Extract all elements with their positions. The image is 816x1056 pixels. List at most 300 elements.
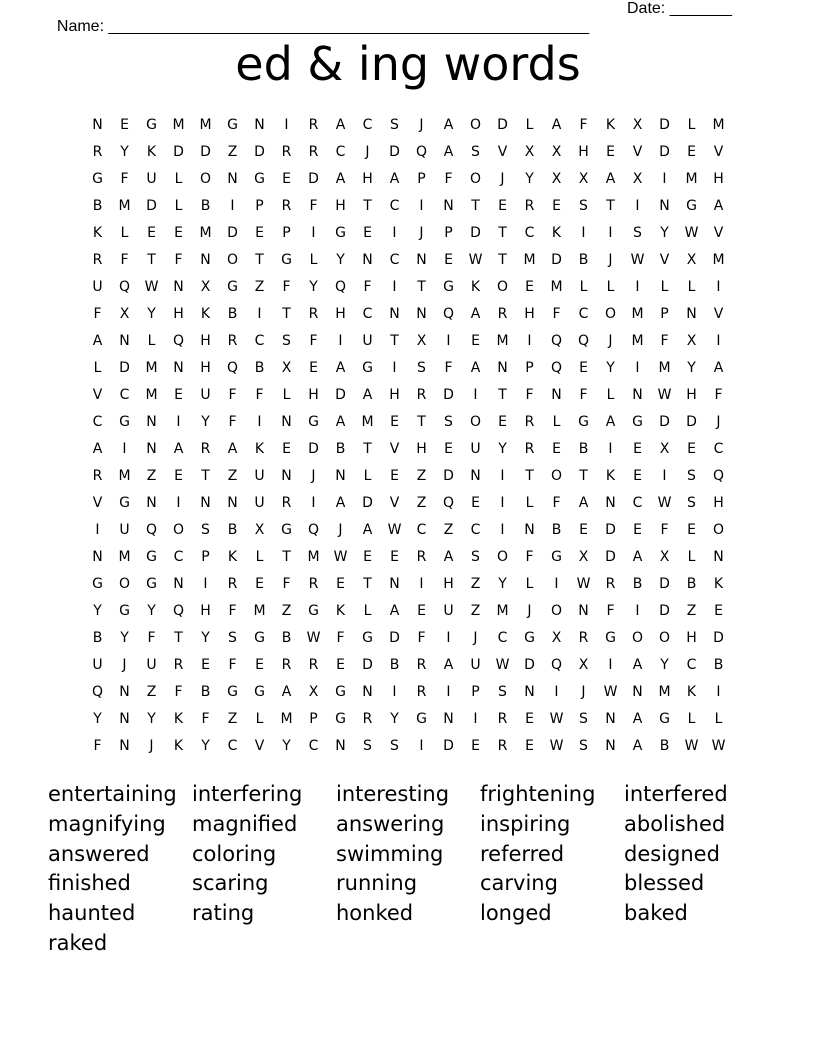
grid-letter[interactable]: N bbox=[362, 252, 373, 268]
grid-letter[interactable]: N bbox=[659, 198, 670, 214]
grid-letter[interactable]: H bbox=[335, 306, 346, 322]
grid-letter[interactable]: I bbox=[473, 387, 478, 403]
grid-letter[interactable]: J bbox=[311, 468, 316, 484]
grid-letter[interactable]: C bbox=[389, 198, 400, 214]
grid-letter[interactable]: S bbox=[282, 333, 291, 349]
grid-letter[interactable]: N bbox=[92, 117, 103, 133]
grid-letter[interactable]: I bbox=[608, 225, 613, 241]
grid-letter[interactable]: G bbox=[416, 711, 427, 727]
grid-letter[interactable]: U bbox=[146, 657, 157, 673]
grid-letter[interactable]: O bbox=[469, 171, 482, 187]
grid-letter[interactable]: L bbox=[687, 117, 696, 133]
grid-letter[interactable]: M bbox=[496, 333, 509, 349]
grid-letter[interactable]: A bbox=[632, 711, 643, 727]
grid-letter[interactable]: D bbox=[659, 144, 670, 160]
grid-letter[interactable]: D bbox=[713, 630, 724, 646]
grid-letter[interactable]: E bbox=[255, 576, 264, 592]
grid-letter[interactable]: V bbox=[659, 252, 670, 268]
grid-letter[interactable]: N bbox=[551, 387, 562, 403]
grid-letter[interactable]: N bbox=[200, 252, 211, 268]
grid-letter[interactable]: H bbox=[524, 306, 535, 322]
grid-letter[interactable]: A bbox=[470, 306, 481, 322]
grid-letter[interactable]: S bbox=[579, 711, 588, 727]
grid-letter[interactable]: Z bbox=[254, 279, 265, 295]
grid-letter[interactable]: W bbox=[711, 738, 726, 754]
grid-letter[interactable]: Z bbox=[443, 522, 454, 538]
grid-letter[interactable]: R bbox=[281, 198, 292, 214]
grid-letter[interactable]: E bbox=[417, 603, 426, 619]
grid-letter[interactable]: E bbox=[687, 441, 696, 457]
grid-letter[interactable]: L bbox=[687, 549, 696, 565]
grid-letter[interactable]: I bbox=[176, 414, 181, 430]
grid-letter[interactable]: S bbox=[201, 522, 210, 538]
grid-letter[interactable]: F bbox=[336, 630, 345, 646]
grid-letter[interactable]: I bbox=[635, 603, 640, 619]
grid-letter[interactable]: D bbox=[443, 468, 454, 484]
grid-letter[interactable]: X bbox=[254, 522, 265, 538]
grid-letter[interactable]: W bbox=[495, 657, 510, 673]
grid-letter[interactable]: J bbox=[473, 630, 478, 646]
grid-letter[interactable]: G bbox=[659, 711, 670, 727]
grid-letter[interactable]: I bbox=[392, 360, 397, 376]
grid-letter[interactable]: G bbox=[281, 522, 292, 538]
grid-letter[interactable]: R bbox=[308, 657, 319, 673]
grid-letter[interactable]: L bbox=[525, 117, 534, 133]
grid-letter[interactable]: M bbox=[118, 198, 131, 214]
grid-letter[interactable]: Y bbox=[336, 252, 345, 268]
grid-letter[interactable]: I bbox=[419, 738, 424, 754]
grid-letter[interactable]: R bbox=[173, 657, 184, 673]
grid-letter[interactable]: W bbox=[684, 738, 699, 754]
grid-letter[interactable]: T bbox=[525, 468, 534, 484]
grid-letter[interactable]: N bbox=[92, 549, 103, 565]
grid-letter[interactable]: B bbox=[254, 360, 265, 376]
grid-letter[interactable]: C bbox=[686, 657, 697, 673]
grid-letter[interactable]: J bbox=[149, 738, 154, 754]
grid-letter[interactable]: Q bbox=[172, 603, 185, 619]
grid-letter[interactable]: T bbox=[498, 252, 507, 268]
grid-letter[interactable]: G bbox=[227, 117, 238, 133]
grid-letter[interactable]: K bbox=[173, 738, 184, 754]
grid-letter[interactable]: K bbox=[605, 468, 616, 484]
grid-letter[interactable]: P bbox=[660, 306, 669, 322]
grid-letter[interactable]: N bbox=[389, 576, 400, 592]
grid-letter[interactable]: V bbox=[497, 144, 508, 160]
grid-letter[interactable]: Y bbox=[606, 360, 615, 376]
grid-letter[interactable]: E bbox=[525, 711, 534, 727]
grid-letter[interactable]: R bbox=[497, 738, 508, 754]
grid-letter[interactable]: B bbox=[92, 198, 103, 214]
grid-letter[interactable]: X bbox=[578, 657, 589, 673]
grid-letter[interactable]: O bbox=[604, 306, 617, 322]
grid-letter[interactable]: D bbox=[470, 225, 481, 241]
grid-letter[interactable]: D bbox=[308, 441, 319, 457]
grid-letter[interactable]: N bbox=[686, 306, 697, 322]
grid-letter[interactable]: U bbox=[254, 468, 265, 484]
grid-letter[interactable]: V bbox=[92, 495, 103, 511]
grid-letter[interactable]: S bbox=[444, 414, 453, 430]
grid-letter[interactable]: H bbox=[713, 495, 724, 511]
grid-letter[interactable]: W bbox=[630, 252, 645, 268]
grid-letter[interactable]: M bbox=[658, 360, 671, 376]
grid-letter[interactable]: Z bbox=[281, 603, 292, 619]
grid-letter[interactable]: I bbox=[95, 522, 100, 538]
grid-letter[interactable]: T bbox=[255, 252, 264, 268]
grid-letter[interactable]: O bbox=[712, 522, 725, 538]
grid-letter[interactable]: I bbox=[635, 279, 640, 295]
grid-letter[interactable]: U bbox=[362, 333, 373, 349]
grid-letter[interactable]: E bbox=[552, 198, 561, 214]
grid-letter[interactable]: S bbox=[633, 225, 642, 241]
grid-letter[interactable]: I bbox=[527, 333, 532, 349]
grid-letter[interactable]: A bbox=[389, 171, 400, 187]
grid-letter[interactable]: A bbox=[335, 360, 346, 376]
grid-letter[interactable]: F bbox=[120, 171, 129, 187]
grid-letter[interactable]: D bbox=[551, 252, 562, 268]
grid-letter[interactable]: M bbox=[172, 117, 185, 133]
grid-letter[interactable]: R bbox=[308, 117, 319, 133]
grid-letter[interactable]: H bbox=[686, 387, 697, 403]
grid-letter[interactable]: I bbox=[554, 576, 559, 592]
grid-letter[interactable]: T bbox=[417, 279, 426, 295]
grid-letter[interactable]: Q bbox=[550, 360, 563, 376]
grid-letter[interactable]: T bbox=[174, 630, 183, 646]
grid-letter[interactable]: N bbox=[119, 684, 130, 700]
grid-letter[interactable]: C bbox=[470, 522, 481, 538]
grid-letter[interactable]: Y bbox=[120, 630, 129, 646]
grid-letter[interactable]: J bbox=[527, 603, 532, 619]
grid-letter[interactable]: G bbox=[335, 225, 346, 241]
grid-letter[interactable]: I bbox=[122, 441, 127, 457]
grid-letter[interactable]: I bbox=[554, 684, 559, 700]
grid-letter[interactable]: R bbox=[416, 684, 427, 700]
grid-letter[interactable]: M bbox=[118, 549, 131, 565]
grid-letter[interactable]: I bbox=[257, 306, 262, 322]
grid-letter[interactable]: C bbox=[92, 414, 103, 430]
grid-letter[interactable]: X bbox=[659, 441, 670, 457]
grid-letter[interactable]: L bbox=[606, 387, 615, 403]
grid-letter[interactable]: Z bbox=[227, 468, 238, 484]
grid-letter[interactable]: R bbox=[227, 333, 238, 349]
grid-letter[interactable]: D bbox=[362, 495, 373, 511]
grid-letter[interactable]: R bbox=[362, 711, 373, 727]
grid-letter[interactable]: N bbox=[443, 711, 454, 727]
grid-letter[interactable]: M bbox=[145, 360, 158, 376]
grid-letter[interactable]: F bbox=[363, 279, 372, 295]
grid-letter[interactable]: L bbox=[93, 360, 102, 376]
grid-letter[interactable]: W bbox=[657, 495, 672, 511]
grid-letter[interactable]: G bbox=[254, 630, 265, 646]
grid-letter[interactable]: C bbox=[308, 738, 319, 754]
grid-letter[interactable]: V bbox=[632, 144, 643, 160]
grid-letter[interactable]: I bbox=[392, 684, 397, 700]
grid-letter[interactable]: X bbox=[578, 171, 589, 187]
grid-letter[interactable]: I bbox=[635, 198, 640, 214]
grid-letter[interactable]: Q bbox=[712, 468, 725, 484]
grid-letter[interactable]: D bbox=[659, 576, 670, 592]
grid-letter[interactable]: E bbox=[363, 225, 372, 241]
grid-letter[interactable]: X bbox=[686, 252, 697, 268]
grid-letter[interactable]: T bbox=[147, 252, 156, 268]
grid-letter[interactable]: E bbox=[120, 117, 129, 133]
grid-letter[interactable]: A bbox=[578, 495, 589, 511]
grid-letter[interactable]: O bbox=[496, 549, 509, 565]
grid-letter[interactable]: Z bbox=[686, 603, 697, 619]
grid-letter[interactable]: B bbox=[686, 576, 697, 592]
grid-letter[interactable]: Q bbox=[226, 360, 239, 376]
grid-letter[interactable]: D bbox=[659, 117, 670, 133]
grid-letter[interactable]: R bbox=[308, 576, 319, 592]
grid-letter[interactable]: M bbox=[307, 549, 320, 565]
grid-letter[interactable]: M bbox=[118, 468, 131, 484]
grid-letter[interactable]: B bbox=[551, 522, 562, 538]
grid-letter[interactable]: I bbox=[446, 630, 451, 646]
grid-letter[interactable]: F bbox=[606, 603, 615, 619]
grid-letter[interactable]: Y bbox=[93, 603, 102, 619]
grid-letter[interactable]: I bbox=[662, 468, 667, 484]
grid-letter[interactable]: U bbox=[92, 657, 103, 673]
grid-letter[interactable]: B bbox=[200, 198, 211, 214]
grid-letter[interactable]: R bbox=[281, 657, 292, 673]
grid-letter[interactable]: I bbox=[716, 279, 721, 295]
grid-letter[interactable]: E bbox=[579, 360, 588, 376]
grid-letter[interactable]: L bbox=[714, 711, 723, 727]
grid-letter[interactable]: N bbox=[605, 738, 616, 754]
grid-letter[interactable]: F bbox=[228, 414, 237, 430]
grid-letter[interactable]: C bbox=[254, 333, 265, 349]
grid-letter[interactable]: Q bbox=[334, 279, 347, 295]
grid-letter[interactable]: Z bbox=[416, 495, 427, 511]
grid-letter[interactable]: R bbox=[497, 711, 508, 727]
grid-letter[interactable]: H bbox=[713, 171, 724, 187]
grid-letter[interactable]: W bbox=[387, 522, 402, 538]
grid-letter[interactable]: N bbox=[281, 414, 292, 430]
grid-letter[interactable]: T bbox=[282, 549, 291, 565]
grid-letter[interactable]: T bbox=[363, 441, 372, 457]
grid-letter[interactable]: T bbox=[282, 306, 291, 322]
grid-letter[interactable]: Z bbox=[470, 576, 481, 592]
grid-letter[interactable]: E bbox=[471, 495, 480, 511]
grid-letter[interactable]: A bbox=[605, 171, 616, 187]
grid-letter[interactable]: B bbox=[578, 252, 589, 268]
grid-letter[interactable]: H bbox=[173, 306, 184, 322]
grid-letter[interactable]: R bbox=[227, 576, 238, 592]
grid-letter[interactable]: R bbox=[281, 495, 292, 511]
grid-letter[interactable]: E bbox=[255, 225, 264, 241]
grid-letter[interactable]: L bbox=[309, 252, 318, 268]
grid-letter[interactable]: T bbox=[498, 225, 507, 241]
grid-letter[interactable]: E bbox=[498, 198, 507, 214]
grid-letter[interactable]: X bbox=[524, 144, 535, 160]
grid-letter[interactable]: G bbox=[632, 414, 643, 430]
grid-letter[interactable]: O bbox=[226, 252, 239, 268]
grid-letter[interactable]: I bbox=[608, 657, 613, 673]
grid-letter[interactable]: X bbox=[659, 549, 670, 565]
grid-letter[interactable]: H bbox=[362, 171, 373, 187]
grid-letter[interactable]: I bbox=[311, 225, 316, 241]
grid-letter[interactable]: F bbox=[174, 684, 183, 700]
grid-letter[interactable]: V bbox=[92, 387, 103, 403]
grid-letter[interactable]: V bbox=[713, 144, 724, 160]
grid-letter[interactable]: B bbox=[659, 738, 670, 754]
grid-letter[interactable]: I bbox=[635, 360, 640, 376]
grid-letter[interactable]: C bbox=[632, 495, 643, 511]
grid-letter[interactable]: W bbox=[549, 711, 564, 727]
grid-letter[interactable]: K bbox=[335, 603, 346, 619]
grid-letter[interactable]: E bbox=[255, 657, 264, 673]
grid-letter[interactable]: B bbox=[92, 630, 103, 646]
grid-letter[interactable]: L bbox=[363, 603, 372, 619]
grid-letter[interactable]: H bbox=[335, 198, 346, 214]
grid-letter[interactable]: M bbox=[658, 684, 671, 700]
grid-letter[interactable]: Y bbox=[147, 603, 156, 619]
grid-letter[interactable]: J bbox=[338, 522, 343, 538]
grid-letter[interactable]: H bbox=[200, 360, 211, 376]
grid-letter[interactable]: D bbox=[659, 414, 670, 430]
grid-letter[interactable]: B bbox=[227, 522, 238, 538]
grid-letter[interactable]: C bbox=[713, 441, 724, 457]
grid-letter[interactable]: D bbox=[605, 522, 616, 538]
grid-letter[interactable]: L bbox=[552, 414, 561, 430]
grid-letter[interactable]: K bbox=[92, 225, 103, 241]
grid-letter[interactable]: T bbox=[417, 414, 426, 430]
grid-letter[interactable]: H bbox=[308, 387, 319, 403]
grid-letter[interactable]: E bbox=[390, 414, 399, 430]
grid-letter[interactable]: X bbox=[281, 360, 292, 376]
grid-letter[interactable]: N bbox=[416, 306, 427, 322]
grid-letter[interactable]: B bbox=[389, 657, 400, 673]
grid-letter[interactable]: K bbox=[227, 549, 238, 565]
grid-letter[interactable]: N bbox=[146, 441, 157, 457]
grid-letter[interactable]: Q bbox=[415, 144, 428, 160]
grid-letter[interactable]: Q bbox=[145, 522, 158, 538]
grid-letter[interactable]: N bbox=[173, 360, 184, 376]
grid-letter[interactable]: K bbox=[713, 576, 724, 592]
grid-letter[interactable]: E bbox=[201, 657, 210, 673]
grid-letter[interactable]: F bbox=[93, 738, 102, 754]
grid-letter[interactable]: I bbox=[500, 468, 505, 484]
grid-letter[interactable]: E bbox=[633, 441, 642, 457]
grid-letter[interactable]: I bbox=[581, 225, 586, 241]
grid-letter[interactable]: T bbox=[363, 198, 372, 214]
grid-letter[interactable]: S bbox=[687, 495, 696, 511]
grid-letter[interactable]: I bbox=[230, 198, 235, 214]
grid-letter[interactable]: A bbox=[389, 603, 400, 619]
grid-letter[interactable]: L bbox=[255, 549, 264, 565]
grid-letter[interactable]: W bbox=[306, 630, 321, 646]
grid-letter[interactable]: E bbox=[687, 522, 696, 538]
grid-letter[interactable]: F bbox=[660, 522, 669, 538]
grid-letter[interactable]: A bbox=[92, 441, 103, 457]
grid-letter[interactable]: E bbox=[390, 549, 399, 565]
grid-letter[interactable]: I bbox=[446, 684, 451, 700]
grid-letter[interactable]: N bbox=[578, 603, 589, 619]
grid-letter[interactable]: X bbox=[686, 333, 697, 349]
grid-letter[interactable]: E bbox=[714, 603, 723, 619]
grid-letter[interactable]: W bbox=[576, 576, 591, 592]
grid-letter[interactable]: G bbox=[362, 630, 373, 646]
grid-letter[interactable]: N bbox=[713, 549, 724, 565]
grid-letter[interactable]: I bbox=[284, 117, 289, 133]
grid-letter[interactable]: N bbox=[632, 684, 643, 700]
grid-letter[interactable]: M bbox=[361, 414, 374, 430]
grid-letter[interactable]: G bbox=[92, 171, 103, 187]
grid-letter[interactable]: A bbox=[443, 144, 454, 160]
grid-letter[interactable]: U bbox=[200, 387, 211, 403]
grid-letter[interactable]: J bbox=[500, 171, 505, 187]
grid-letter[interactable]: G bbox=[362, 360, 373, 376]
grid-letter[interactable]: A bbox=[551, 117, 562, 133]
grid-letter[interactable]: A bbox=[92, 333, 103, 349]
grid-letter[interactable]: N bbox=[470, 468, 481, 484]
grid-letter[interactable]: A bbox=[335, 171, 346, 187]
grid-letter[interactable]: S bbox=[390, 117, 399, 133]
grid-letter[interactable]: I bbox=[338, 333, 343, 349]
grid-letter[interactable]: S bbox=[471, 144, 480, 160]
grid-letter[interactable]: F bbox=[93, 306, 102, 322]
grid-letter[interactable]: Z bbox=[146, 468, 157, 484]
grid-letter[interactable]: S bbox=[390, 738, 399, 754]
grid-letter[interactable]: M bbox=[712, 252, 725, 268]
grid-letter[interactable]: N bbox=[119, 738, 130, 754]
grid-letter[interactable]: N bbox=[146, 495, 157, 511]
grid-letter[interactable]: K bbox=[686, 684, 697, 700]
grid-letter[interactable]: A bbox=[632, 738, 643, 754]
grid-letter[interactable]: A bbox=[227, 441, 238, 457]
grid-letter[interactable]: P bbox=[282, 225, 291, 241]
grid-letter[interactable]: F bbox=[525, 549, 534, 565]
grid-letter[interactable]: B bbox=[713, 657, 724, 673]
grid-letter[interactable]: A bbox=[713, 360, 724, 376]
grid-letter[interactable]: G bbox=[335, 684, 346, 700]
grid-letter[interactable]: G bbox=[281, 252, 292, 268]
grid-letter[interactable]: M bbox=[523, 252, 536, 268]
grid-letter[interactable]: E bbox=[174, 225, 183, 241]
grid-letter[interactable]: G bbox=[146, 117, 157, 133]
grid-letter[interactable]: N bbox=[632, 387, 643, 403]
grid-letter[interactable]: M bbox=[253, 603, 266, 619]
grid-letter[interactable]: A bbox=[443, 549, 454, 565]
grid-letter[interactable]: E bbox=[336, 657, 345, 673]
grid-letter[interactable]: E bbox=[471, 738, 480, 754]
grid-letter[interactable]: N bbox=[416, 252, 427, 268]
grid-letter[interactable]: F bbox=[255, 387, 264, 403]
grid-letter[interactable]: N bbox=[335, 738, 346, 754]
grid-letter[interactable]: C bbox=[497, 630, 508, 646]
grid-letter[interactable]: O bbox=[469, 117, 482, 133]
grid-letter[interactable]: A bbox=[713, 198, 724, 214]
grid-letter[interactable]: R bbox=[308, 144, 319, 160]
grid-letter[interactable]: T bbox=[579, 468, 588, 484]
grid-letter[interactable]: M bbox=[550, 279, 563, 295]
grid-letter[interactable]: T bbox=[471, 198, 480, 214]
grid-letter[interactable]: O bbox=[631, 630, 644, 646]
grid-letter[interactable]: D bbox=[308, 171, 319, 187]
grid-letter[interactable]: O bbox=[469, 414, 482, 430]
grid-letter[interactable]: E bbox=[552, 441, 561, 457]
grid-letter[interactable]: S bbox=[417, 360, 426, 376]
grid-letter[interactable]: T bbox=[498, 387, 507, 403]
grid-letter[interactable]: A bbox=[443, 657, 454, 673]
grid-letter[interactable]: M bbox=[712, 117, 725, 133]
grid-letter[interactable]: W bbox=[549, 738, 564, 754]
grid-letter[interactable]: E bbox=[336, 576, 345, 592]
grid-letter[interactable]: G bbox=[119, 495, 130, 511]
grid-letter[interactable]: B bbox=[578, 441, 589, 457]
grid-letter[interactable]: D bbox=[173, 144, 184, 160]
grid-letter[interactable]: Y bbox=[498, 441, 507, 457]
grid-letter[interactable]: A bbox=[335, 117, 346, 133]
